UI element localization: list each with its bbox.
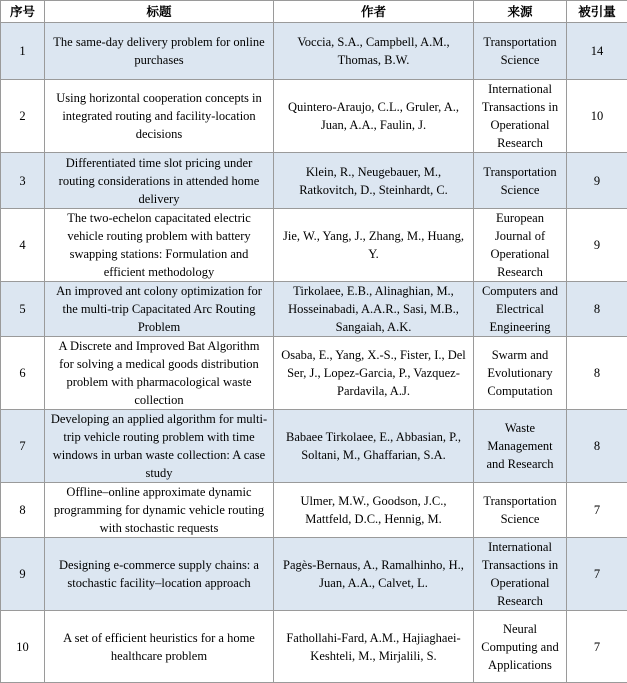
citation-count: 8 [567,410,627,483]
paper-title: The same-day delivery problem for online purchases [45,23,274,80]
paper-title: The two-echelon capacitated electric vehicle routing problem with battery swapping stations: Formulation and efficient methodology [45,209,274,282]
paper-source: Transportation Science [474,483,567,538]
table-row [1,209,627,282]
paper-title: An improved ant colony optimization for the multi-trip Capacitated Arc Routing Problem [45,282,274,337]
header-no: 序号 [1,1,45,23]
header-authors: 作者 [274,1,474,23]
paper-title: Developing an applied algorithm for multi-trip vehicle routing problem with time windows in urban waste collection: A case study [45,410,274,483]
paper-title: Using horizontal cooperation concepts in integrated routing and facility-location decisions [45,80,274,153]
table-row [1,282,627,337]
table-row [1,410,627,483]
paper-source: Swarm and Evolutionary Computation [474,337,567,410]
paper-authors: Babaee Tirkolaee, E., Abbasian, P., Soltani, M., Ghaffarian, S.A. [274,410,474,483]
row-number: 8 [1,483,45,538]
paper-source: Computers and Electrical Engineering [474,282,567,337]
citation-count: 9 [567,209,627,282]
header-citations: 被引量 [567,1,627,23]
paper-authors: Fathollahi-Fard, A.M., Hajiaghaei-Keshteli, M., Mirjalili, S. [274,611,474,683]
paper-source: International Transactions in Operational Research [474,80,567,153]
paper-authors: Osaba, E., Yang, X.-S., Fister, I., Del Ser, J., Lopez-Garcia, P., Vazquez-Pardavila, A.J. [274,337,474,410]
paper-title: A set of efficient heuristics for a home healthcare problem [45,611,274,683]
row-number: 2 [1,80,45,153]
paper-authors: Klein, R., Neugebauer, M., Ratkovitch, D., Steinhardt, C. [274,153,474,209]
table-row [1,611,627,683]
paper-source: Transportation Science [474,153,567,209]
paper-authors: Tirkolaee, E.B., Alinaghian, M., Hosseinabadi, A.A.R., Sasi, M.B., Sangaiah, A.K. [274,282,474,337]
citation-count: 7 [567,483,627,538]
citation-count: 7 [567,611,627,683]
header-row [1,1,627,23]
citation-count: 7 [567,538,627,611]
paper-authors: Quintero-Araujo, C.L., Gruler, A., Juan, A.A., Faulin, J. [274,80,474,153]
header-source: 来源 [474,1,567,23]
table-row [1,153,627,209]
citation-count: 14 [567,23,627,80]
row-number: 4 [1,209,45,282]
paper-title: Differentiated time slot pricing under routing considerations in attended home delivery [45,153,274,209]
row-number: 6 [1,337,45,410]
paper-title: Offline–online approximate dynamic programming for dynamic vehicle routing with stochastic requests [45,483,274,538]
paper-authors: Pagès-Bernaus, A., Ramalhinho, H., Juan, A.A., Calvet, L. [274,538,474,611]
table-row [1,483,627,538]
paper-authors: Jie, W., Yang, J., Zhang, M., Huang, Y. [274,209,474,282]
row-number: 9 [1,538,45,611]
paper-source: Waste Management and Research [474,410,567,483]
row-number: 3 [1,153,45,209]
row-number: 10 [1,611,45,683]
paper-source: European Journal of Operational Research [474,209,567,282]
table-row [1,80,627,153]
table-row [1,23,627,80]
row-number: 5 [1,282,45,337]
paper-source: International Transactions in Operational Research [474,538,567,611]
paper-source: Transportation Science [474,23,567,80]
table-row [1,538,627,611]
citation-count: 8 [567,337,627,410]
citation-count: 9 [567,153,627,209]
row-number: 7 [1,410,45,483]
paper-authors: Ulmer, M.W., Goodson, J.C., Mattfeld, D.C., Hennig, M. [274,483,474,538]
row-number: 1 [1,23,45,80]
paper-title: A Discrete and Improved Bat Algorithm for solving a medical goods distribution problem with pharmacological waste collection [45,337,274,410]
header-title: 标题 [45,1,274,23]
paper-title: Designing e-commerce supply chains: a stochastic facility–location approach [45,538,274,611]
citation-count: 8 [567,282,627,337]
paper-source: Neural Computing and Applications [474,611,567,683]
citation-count: 10 [567,80,627,153]
paper-authors: Voccia, S.A., Campbell, A.M., Thomas, B.W. [274,23,474,80]
table-row [1,337,627,410]
